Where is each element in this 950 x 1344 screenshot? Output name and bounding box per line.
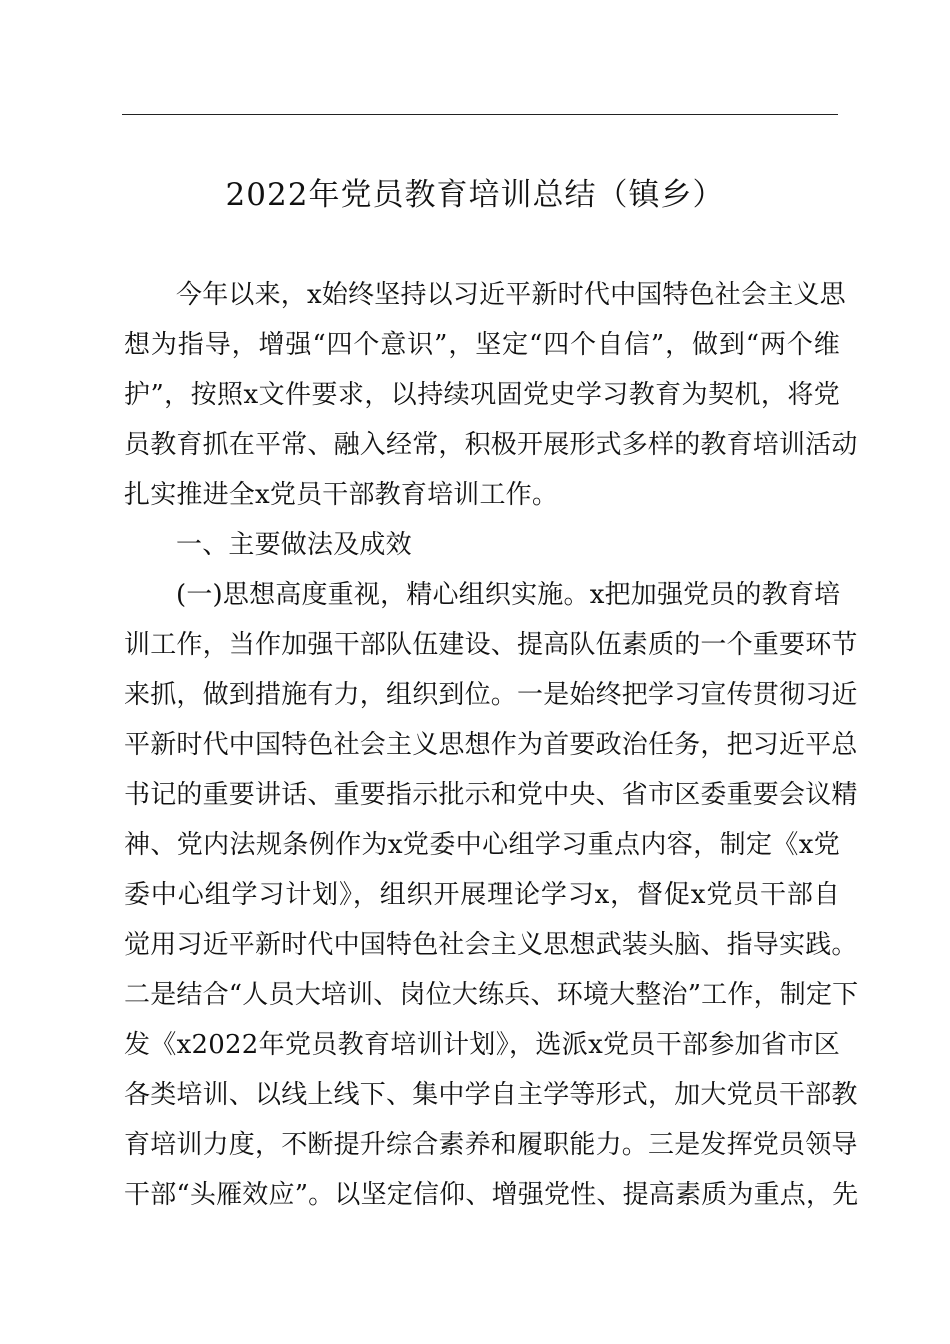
paragraph-line: 想为指导，增强“四个意识”，坚定“四个自信”，做到“两个维 xyxy=(124,330,840,360)
paragraph-line: 委中心组学习计划》，组织开展理论学习x，督促x党员干部自 xyxy=(124,880,840,910)
paragraph-line: 育培训力度，不断提升综合素养和履职能力。三是发挥党员领导 xyxy=(124,1130,858,1160)
paragraph-line: 二是结合“人员大培训、岗位大练兵、环境大整治”工作，制定下 xyxy=(124,980,859,1010)
paragraph-line: 训工作，当作加强干部队伍建设、提高队伍素质的一个重要环节 xyxy=(124,630,858,660)
paragraph-line: 来抓，做到措施有力，组织到位。一是始终把学习宣传贯彻习近 xyxy=(124,680,858,710)
paragraph-line: 各类培训、以线上线下、集中学自主学等形式，加大党员干部教 xyxy=(124,1080,858,1110)
paragraph-line: 平新时代中国特色社会主义思想作为首要政治任务，把习近平总 xyxy=(124,730,858,760)
paragraph-line: 员教育抓在平常、融入经常，积极开展形式多样的教育培训活动 xyxy=(124,430,858,460)
paragraph-line: 扎实推进全x党员干部教育培训工作。 xyxy=(124,480,559,510)
paragraph-line: (一)思想高度重视，精心组织实施。x把加强党员的教育培 xyxy=(176,580,841,610)
paragraph-line: 神、党内法规条例作为x党委中心组学习重点内容，制定《x党 xyxy=(124,830,840,860)
header-rule xyxy=(122,114,838,115)
section-heading: 一、主要做法及成效 xyxy=(176,530,412,560)
paragraph-line: 发《x2022年党员教育培训计划》，选派x党员干部参加省市区 xyxy=(124,1030,840,1060)
paragraph-line: 干部“头雁效应”。以坚定信仰、增强党性、提高素质为重点，先 xyxy=(124,1180,859,1210)
paragraph-line: 书记的重要讲话、重要指示批示和党中央、省市区委重要会议精 xyxy=(124,780,858,810)
paragraph-line: 护”，按照x文件要求，以持续巩固党史学习教育为契机，将党 xyxy=(124,380,840,410)
paragraph-line: 今年以来，x始终坚持以习近平新时代中国特色社会主义思 xyxy=(176,280,846,310)
document-title: 2022年党员教育培训总结（镇乡） xyxy=(225,177,725,213)
paragraph-line: 觉用习近平新时代中国特色社会主义思想武装头脑、指导实践。 xyxy=(124,930,858,960)
